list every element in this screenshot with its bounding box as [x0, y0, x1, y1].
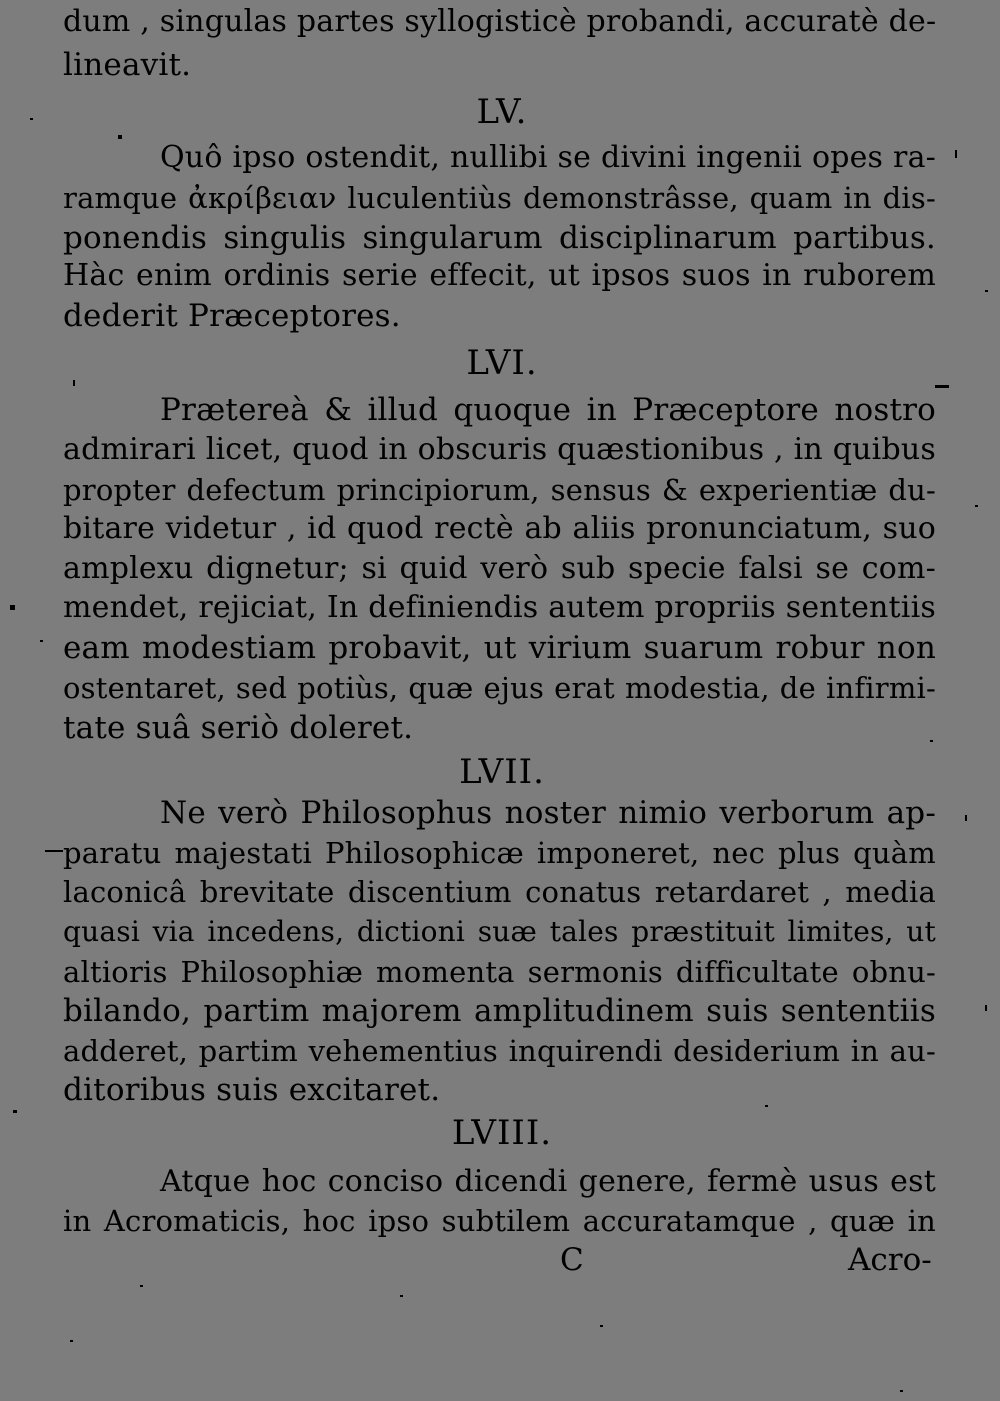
text-line: Quô ipso ostendit, nullibi se divini ingenii opes ra- — [160, 140, 936, 175]
catchword: Acro- — [848, 1242, 932, 1278]
signature-mark: C — [560, 1242, 584, 1278]
text-line: dederit Præceptores. — [63, 298, 401, 334]
text-line: paratu majestati Philosophicæ imponeret, nec plus quàm — [63, 836, 936, 870]
text-line: in Acromaticis, hoc ipso subtilem accuratamque , quæ in — [63, 1204, 936, 1238]
text-line: ditoribus suis excitaret. — [63, 1072, 441, 1108]
text-line: dum , singulas partes syllogisticè probandi, accuratè de- — [63, 4, 937, 39]
text-line: mendet, rejiciat, In definiendis autem propriis sententiis — [63, 590, 936, 625]
section-heading: LVI. — [466, 343, 538, 383]
text-line: Prætereà & illud quoque in Præceptore nostro — [160, 392, 936, 428]
text-line: tate suâ seriò doleret. — [63, 710, 414, 746]
text-line: quasi via incedens, dictioni suæ tales præstituit limites, ut — [63, 915, 936, 948]
text-line: altioris Philosophiæ momenta sermonis difficultate obnu- — [63, 955, 936, 989]
text-line: Ne verò Philosophus noster nimio verborum ap- — [160, 795, 936, 831]
text-line: ramque ἀκρίβειαν luculentiùs demonstrâsse, quam in dis- — [63, 181, 936, 215]
text-line: amplexu dignetur; si quid verò sub specie falsi se com- — [63, 551, 936, 586]
text-line: adderet, partim vehementius inquirendi desiderium in au- — [63, 1034, 936, 1068]
text-line: ostentaret, sed potiùs, quæ ejus erat modestia, de infirmi- — [63, 671, 936, 705]
text-line: Atque hoc conciso dicendi genere, fermè usus est — [160, 1164, 936, 1199]
text-line: bitare videtur , id quod rectè ab aliis pronunciatum, suo — [63, 511, 936, 546]
text-line: eam modestiam probavit, ut virium suarum robur non — [63, 630, 936, 666]
text-line: propter defectum principiorum, sensus & experientiæ du- — [63, 473, 936, 507]
text-line: Hàc enim ordinis serie effecit, ut ipsos suos in ruborem — [63, 258, 936, 293]
text-line: admirari licet, quod in obscuris quæstionibus , in quibus — [63, 432, 936, 467]
section-heading: LVIII. — [451, 1113, 553, 1153]
text-line: ponendis singulis singularum disciplinarum partibus. — [63, 220, 936, 256]
text-line: laconicâ brevitate discentium conatus retardaret , media — [63, 875, 936, 909]
section-heading: LVII. — [459, 752, 545, 792]
text-line: bilando, partim majorem amplitudinem suis sententiis — [63, 993, 936, 1029]
section-heading: LV. — [476, 92, 528, 132]
text-line: lineavit. — [63, 47, 192, 83]
